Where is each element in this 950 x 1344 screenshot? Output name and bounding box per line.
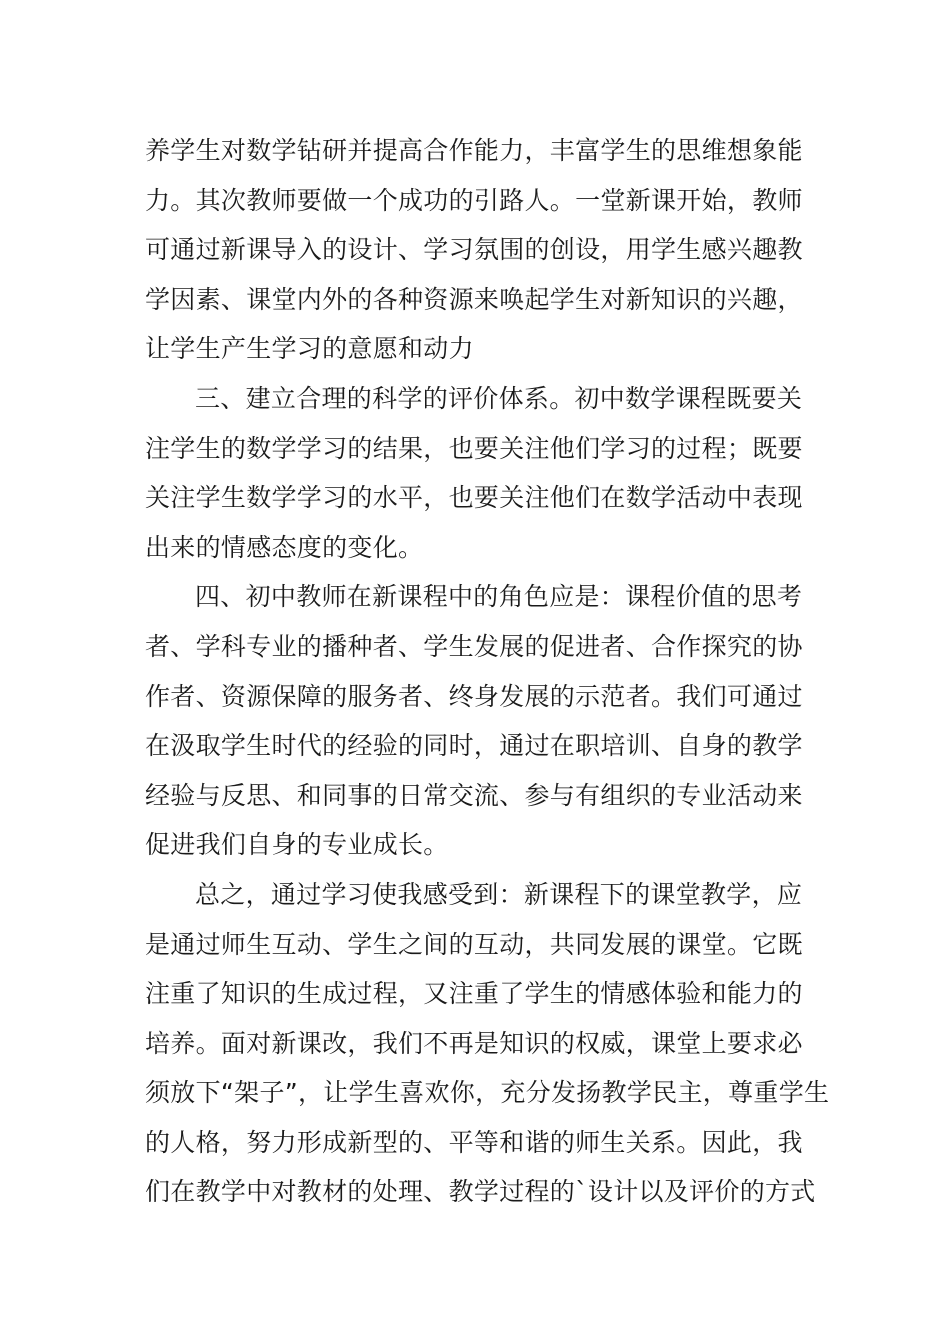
document-body bbox=[145, 126, 830, 1217]
text-line: 促进我们自身的专业成长。 bbox=[145, 830, 449, 860]
text-line: 须放下“架子”，让学生喜欢你，充分发扬教学民主，尊重学生 bbox=[145, 1078, 830, 1108]
text-line: 培养。面对新课改，我们不再是知识的权威，课堂上要求必 bbox=[145, 1028, 803, 1058]
text-line: 关注学生数学学习的水平，也要关注他们在数学活动中表现 bbox=[145, 483, 803, 513]
text-line: 者、学科专业的播种者、学生发展的促进者、合作探究的协 bbox=[145, 631, 803, 661]
text-line: 出来的情感态度的变化。 bbox=[145, 532, 424, 562]
text-line: 们在教学中对教材的处理、教学过程的`设计以及评价的方式 bbox=[145, 1177, 816, 1207]
paragraph-start-line: 总之，通过学习使我感受到：新课程下的课堂教学，应 bbox=[195, 879, 803, 909]
text-line: 是通过师生互动、学生之间的互动，共同发展的课堂。它既 bbox=[145, 929, 803, 959]
text-line: 学因素、课堂内外的各种资源来唤起学生对新知识的兴趣， bbox=[145, 284, 803, 314]
paragraph-start-line: 四、初中教师在新课程中的角色应是：课程价值的思考 bbox=[195, 582, 803, 612]
text-line: 养学生对数学钻研并提高合作能力，丰富学生的思维想象能 bbox=[145, 136, 803, 165]
text-line: 注学生的数学学习的结果，也要关注他们学习的过程；既要 bbox=[145, 433, 803, 463]
text-line: 的人格，努力形成新型的、平等和谐的师生关系。因此，我 bbox=[145, 1127, 803, 1157]
text-line: 注重了知识的生成过程，又注重了学生的情感体验和能力的 bbox=[145, 979, 803, 1009]
paragraph-start-line: 三、建立合理的科学的评价体系。初中数学课程既要关 bbox=[195, 383, 803, 413]
text-line: 可通过新课导入的设计、学习氛围的创设，用学生感兴趣教 bbox=[145, 235, 803, 265]
text-line: 作者、资源保障的服务者、终身发展的示范者。我们可通过 bbox=[145, 681, 803, 711]
text-line: 经验与反思、和同事的日常交流、参与有组织的专业活动来 bbox=[145, 780, 803, 810]
text-line: 力。其次教师要做一个成功的引路人。一堂新课开始，教师 bbox=[145, 185, 803, 215]
text-line: 在汲取学生时代的经验的同时，通过在职培训、自身的教学 bbox=[145, 731, 803, 761]
text-line: 让学生产生学习的意愿和动力 bbox=[145, 334, 474, 364]
